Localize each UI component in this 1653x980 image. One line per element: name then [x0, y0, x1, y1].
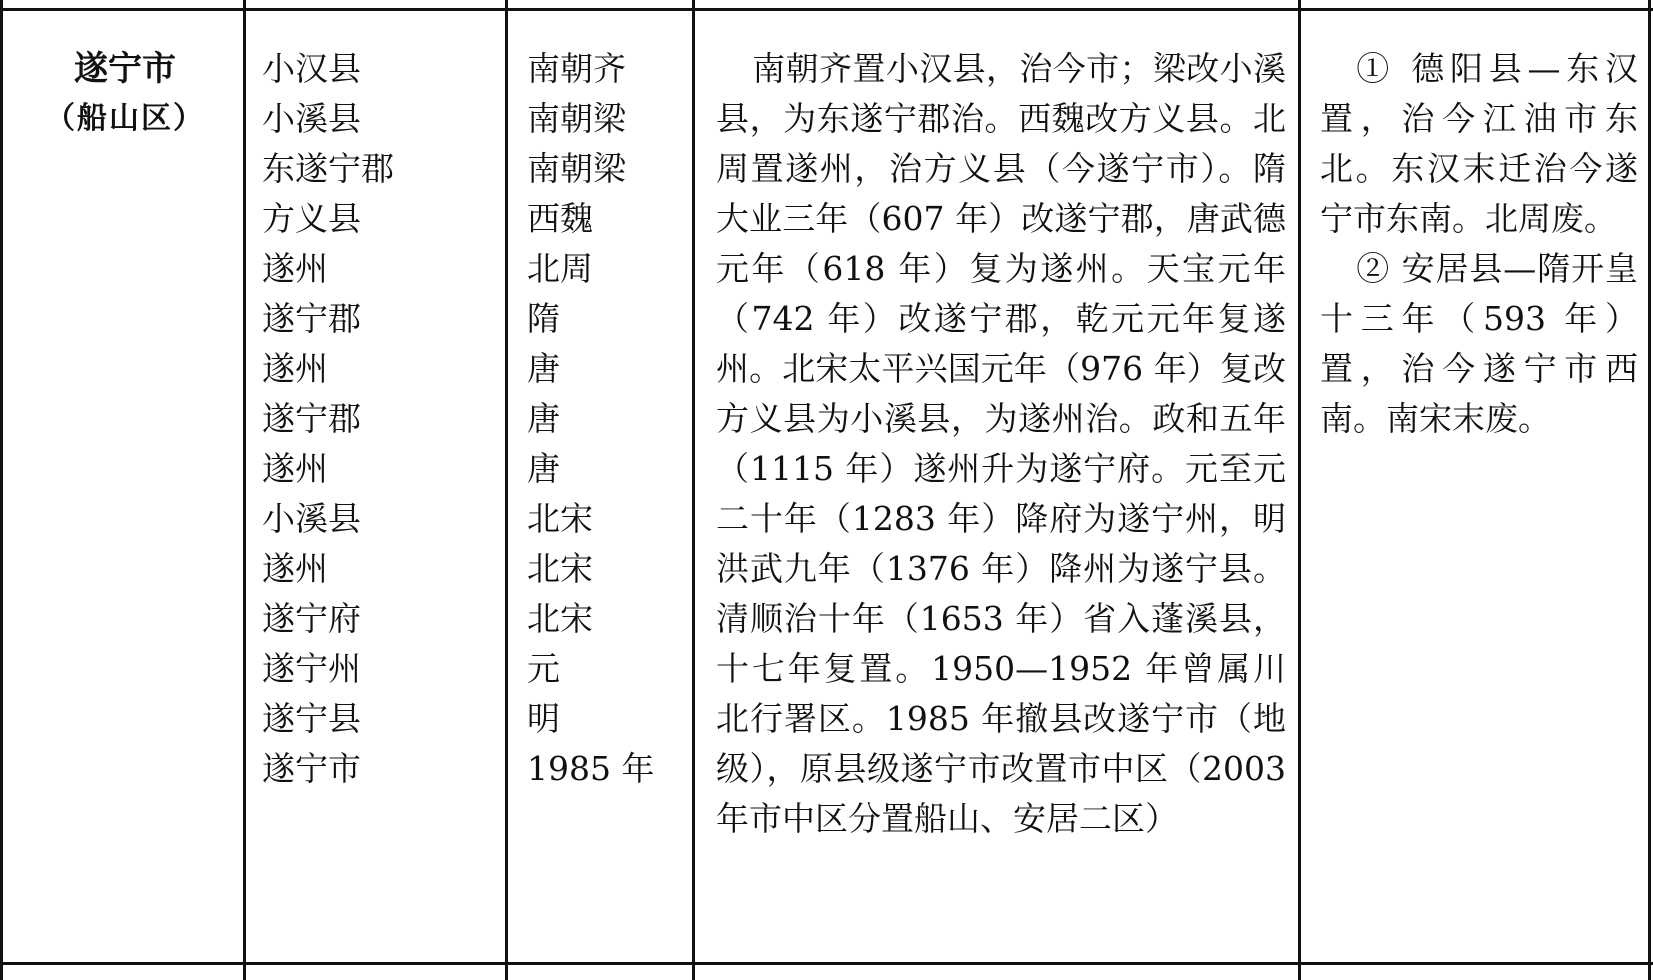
period: 西魏 — [527, 199, 593, 238]
bottom-border — [0, 962, 1653, 965]
period: 唐 — [527, 449, 560, 488]
right-border — [1648, 0, 1651, 980]
history-cell — [716, 44, 1286, 844]
period: 南朝梁 — [527, 99, 626, 138]
historical-name: 方义县 — [262, 199, 361, 238]
historical-name: 遂宁郡 — [262, 299, 361, 338]
historical-name: 遂宁府 — [262, 599, 361, 638]
historical-name: 遂宁市 — [262, 749, 361, 788]
left-border — [0, 0, 3, 980]
historical-name: 小溪县 — [262, 499, 361, 538]
note-2: ② 安居县—隋开皇十三年（593 年）置，治今遂宁市西南。南宋末废。 — [1320, 249, 1638, 438]
history-text: 南朝齐置小汉县，治今市；梁改小溪县，为东遂宁郡治。西魏改方义县。北周置遂州，治方义县（今遂宁市）。隋大业三年（607 年）改遂宁郡，唐武德元年（618 年）复为遂州。天宝元年（742 年）改遂宁郡，乾元元年复遂州。北宋太平兴国元年（976 年）复改方义县为小溪县，为遂州治。政和五年（1115 年）遂州升为遂宁府。元至元二十年（1283 年）降府为遂宁州，明洪武九年（1376 年）降州为遂宁县。清顺治十年（1653 年）省入蓬溪县，十七年复置。1950—1952 年曾属川北行署区。1985 年撤县改遂宁市（地级），原县级遂宁市改置市中区（2003 年市中区分置船山、安居二区） — [716, 49, 1286, 838]
historical-name: 遂宁州 — [262, 649, 361, 688]
period: 唐 — [527, 399, 560, 438]
period: 南朝梁 — [527, 149, 626, 188]
period: 元 — [527, 649, 560, 688]
historical-names-cell — [262, 44, 502, 794]
city-district: （船山区） — [45, 101, 205, 136]
period: 明 — [527, 699, 560, 738]
period: 南朝齐 — [527, 49, 626, 88]
historical-name: 遂州 — [262, 249, 328, 288]
column-divider — [692, 0, 695, 980]
note-1: ① 德阳县—东汉置，治今江油市东北。东汉末迁治今遂宁市东南。北周废。 — [1320, 49, 1638, 238]
city-name: 遂宁市 — [74, 49, 176, 89]
top-border — [0, 8, 1653, 11]
column-divider — [505, 0, 508, 980]
historical-name: 东遂宁郡 — [262, 149, 394, 188]
period: 唐 — [527, 349, 560, 388]
period: 北周 — [527, 249, 593, 288]
city-cell — [10, 44, 240, 144]
column-divider — [243, 0, 246, 980]
period: 北宋 — [527, 549, 593, 588]
periods-cell — [527, 44, 687, 794]
historical-name: 小汉县 — [262, 49, 361, 88]
historical-name: 遂宁郡 — [262, 399, 361, 438]
period: 隋 — [527, 299, 560, 338]
column-divider — [1298, 0, 1301, 980]
historical-name: 小溪县 — [262, 99, 361, 138]
notes-cell — [1320, 44, 1638, 444]
period: 北宋 — [527, 499, 593, 538]
period: 1985 年 — [527, 749, 655, 788]
historical-name: 遂州 — [262, 549, 328, 588]
historical-name: 遂州 — [262, 349, 328, 388]
period: 北宋 — [527, 599, 593, 638]
historical-name: 遂宁县 — [262, 699, 361, 738]
historical-name: 遂州 — [262, 449, 328, 488]
